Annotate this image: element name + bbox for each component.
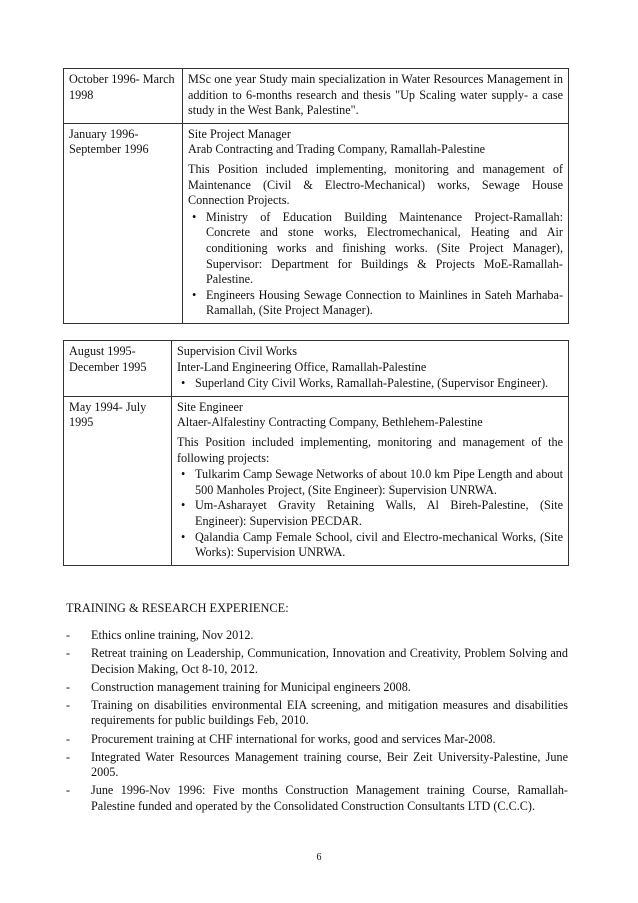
dash-marker: - xyxy=(66,628,71,642)
list-item xyxy=(66,750,568,781)
list-item: • Engineers Housing Sewage Connection to Mainlines in Sateh Marhaba-Ramallah, (Site Project Manager). xyxy=(206,288,563,319)
list-item-text: Procurement training at CHF international for works, good and services Mar-2008. xyxy=(91,731,496,746)
list-item xyxy=(66,628,568,644)
list-item-text: Ethics online training, Nov 2012. xyxy=(91,628,254,642)
list-item xyxy=(66,698,568,729)
list-item-text: June 1996-Nov 1996: Five months Construction Management training Course, Ramallah-Palestine funded and operated by the Consolidated Construction Consultants LTD (C.C.C). xyxy=(91,783,568,813)
list-item: • Ministry of Education Building Maintenance Project-Ramallah: Concrete and stone works, Electromechanical, Heating and Air conditioning works and finishing works. (Site Project Manager), Supervisor: Department for Buildings & Projects MoE-Ramallah-Palestine. xyxy=(206,210,563,288)
list-item: • Tulkarim Camp Sewage Networks of about 10.0 km Pipe Length and about 500 Manholes Project, (Site Engineer): Supervision UNRWA. xyxy=(195,467,563,498)
date-cell: January 1996- September 1996 xyxy=(64,123,183,323)
date-cell: August 1995- December 1995 xyxy=(64,341,172,397)
table-row xyxy=(64,69,569,124)
company-name: Altaer-Alfalestiny Contracting Company, Bethlehem-Palestine xyxy=(177,415,483,430)
position-description: This Position included implementing, monitoring and management of the following projects: xyxy=(177,434,563,465)
job-title: Site Engineer xyxy=(177,399,243,414)
section-heading: TRAINING & RESEARCH EXPERIENCE: xyxy=(66,601,289,615)
dash-marker: - xyxy=(66,749,71,764)
description-cell xyxy=(172,341,569,397)
list-item-text: Construction management training for Municipal engineers 2008. xyxy=(91,679,411,694)
dash-marker: - xyxy=(66,783,71,798)
experience-table-2 xyxy=(63,340,569,566)
company-name: Inter-Land Engineering Office, Ramallah-Palestine xyxy=(177,359,427,374)
dash-marker: - xyxy=(66,697,71,712)
position-description: This Position included implementing, monitoring and management of Maintenance (Civil & Electro-Mechanical) works, Sewage House Connection Projects. xyxy=(188,161,563,208)
table-row xyxy=(64,123,569,323)
list-item: • Qalandia Camp Female School, civil and Electro-mechanical Works, (Site Works): Supervision UNRWA. xyxy=(195,530,563,561)
page-number: 6 xyxy=(316,852,322,863)
dash-marker: - xyxy=(66,731,71,746)
list-item xyxy=(66,646,568,677)
project-list xyxy=(177,376,563,392)
table-row xyxy=(64,341,569,397)
list-item xyxy=(66,732,568,748)
list-item-text: Integrated Water Resources Management training course, Beir Zeit University-Palestine, June 2005. xyxy=(91,749,568,780)
date-cell: October 1996- March 1998 xyxy=(64,69,183,124)
dash-marker: - xyxy=(66,646,71,661)
list-item xyxy=(66,680,568,696)
table-row xyxy=(64,396,569,565)
list-item-text: Retreat training on Leadership, Communication, Innovation and Creativity, Problem Solving and Decision Making, Oct 8-10, 2012. xyxy=(91,646,568,676)
description-cell xyxy=(183,123,569,323)
description-cell xyxy=(183,69,569,124)
description-text: MSc one year Study main specialization in Water Resources Management in addition to 6-months research and thesis "Up Scaling water supply- a case study in the West Bank, Palestine". xyxy=(188,72,563,118)
company-name: Arab Contracting and Trading Company, Ramallah-Palestine xyxy=(188,142,486,157)
project-list xyxy=(188,210,563,319)
job-title: Site Project Manager xyxy=(188,126,291,141)
dash-marker: - xyxy=(66,679,71,694)
list-item: • Superland City Civil Works, Ramallah-Palestine, (Supervisor Engineer). xyxy=(195,376,563,392)
description-cell xyxy=(172,396,569,565)
list-item xyxy=(66,783,568,814)
job-title: Supervision Civil Works xyxy=(177,344,297,358)
date-cell: May 1994- July 1995 xyxy=(64,396,172,565)
list-item: • Um-Asharayet Gravity Retaining Walls, Al Bireh-Palestine, (Site Engineer): Supervision PECDAR. xyxy=(195,498,563,529)
list-item-text: Training on disabilities environmental EIA screening, and mitigation measures and disabilities requirements for public buildings Feb, 2010. xyxy=(91,697,568,728)
project-list xyxy=(177,467,563,561)
experience-table-1 xyxy=(63,68,569,324)
training-list xyxy=(66,628,568,817)
